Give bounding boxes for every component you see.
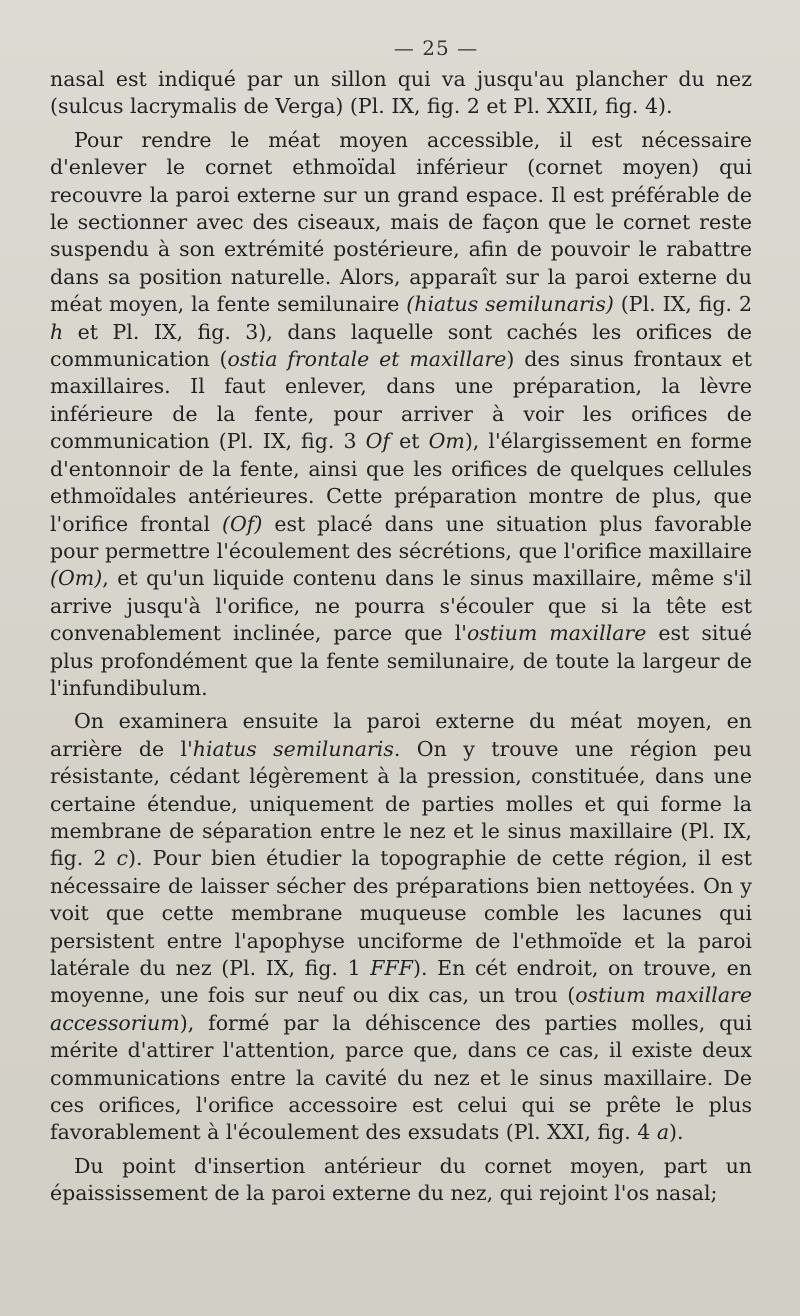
text-run: ). En cét endroit, on trouve, en moyenne, une fois sur neuf ou dix cas, un trou ( (50, 956, 752, 1008)
italic-term: ostium maxillare accessorium (50, 983, 752, 1035)
page-number: — 25 — (393, 36, 479, 60)
paragraph (50, 1153, 752, 1208)
text-run: (Pl. IX, fig. 2 (613, 292, 752, 317)
italic-term: ostia frontale et maxillare (227, 347, 507, 372)
text-run: et (390, 429, 429, 454)
paragraph (50, 708, 752, 1147)
paragraph (50, 127, 752, 703)
italic-term: hiatus semilunaris (192, 736, 394, 761)
text-run: ), l'élargissement en forme d'entonnoir de la fente, ainsi que les orifices de quelques cellules ethmoïdales antérieures. Cette préparation montre de plus, que l'orifice frontal (50, 429, 753, 536)
text-run: et Pl. IX, fig. 3), dans laquelle sont cachés les orifices de communication ( (50, 319, 752, 372)
text-run: ) des sinus frontaux et maxillaires. Il faut enlever, dans une préparation, la lèvre inférieure de la fente, pour arriver à voir les orifices de communication (Pl. IX, fig. 3 (50, 347, 752, 454)
italic-term: (hiatus semilunaris) (406, 292, 614, 317)
text-body (50, 66, 752, 1208)
italic-term: ostium maxillare (466, 621, 647, 646)
italic-term: FFF (370, 956, 413, 980)
text-run: ), formé par la déhiscence des parties molles, qui mérite d'attirer l'attention, parce que, dans ce cas, il existe deux communications entre la cavité du nez et le sinus maxillaire. De ces orifices, l'orifice accessoire est celui qui se prête le plus favorablement à l'écoulement des exsudats (Pl. XXI, fig. 4 (50, 1010, 752, 1145)
text-run: nasal est indiqué par un sillon qui va jusqu'au plancher du nez (sulcus lacrymalis de Verga) (Pl. IX, fig. 2 et Pl. XXII, fig. 4). (50, 67, 752, 119)
text-run: ). Pour bien étudier la topographie de cette région, il est nécessaire de laisser sécher des préparations bien nettoyées. On y voit que cette membrane muqueuse comble les lacunes qui persistent entre l'apophyse unciforme de l'ethmoïde et la paroi latérale du nez (Pl. IX, fig. 1 (50, 846, 752, 980)
text-run: , et qu'un liquide contenu dans le sinus maxillaire, même s'il arrive jusqu'à l'orifice, ne pourra s'écouler que si la tête est convenablement inclinée, parce que l' (50, 566, 752, 646)
text-run: . On y trouve une région peu résistante, cédant légèrement à la pression, constituée, dans une certaine étendue, uniquement de parties molles et qui forme la membrane de séparation entre le nez et le sinus maxillaire (Pl. IX, fig. 2 (50, 736, 753, 871)
text-run: ). (669, 1120, 684, 1145)
italic-term: h (50, 319, 64, 344)
paragraph (50, 66, 752, 121)
italic-term: (Of) (222, 511, 263, 536)
text-run: Pour rendre le méat moyen accessible, il est nécessaire d'enlever le cornet ethmoïdal inférieur (cornet moyen) qui recouvre la paroi externe sur un grand espace. Il est préférable de le sectionner avec des ciseaux, mais de façon que le cornet reste suspendu à son extrémité postérieure, afin de pouvoir le rabattre dans sa position naturelle. Alors, apparaît sur la paroi externe du méat moyen, la fente semilunaire (50, 127, 752, 317)
italic-term: a (656, 1120, 670, 1145)
italic-term: Of (365, 429, 390, 454)
text-run: est situé plus profondément que la fente semilunaire, de toute la largeur de l'infundibulum. (50, 621, 753, 700)
italic-term: (Om) (50, 566, 103, 591)
text-run: On examinera ensuite la paroi externe du méat moyen, en arrière de l' (50, 709, 752, 761)
text-run: Du point d'insertion antérieur du cornet moyen, part un épaississement de la paroi externe du nez, qui rejoint l'os nasal; (50, 1153, 752, 1206)
italic-term: Om (428, 429, 465, 454)
text-run: est placé dans une situation plus favorable pour permettre l'écoulement des sécrétions, que l'orifice maxillaire (50, 511, 752, 563)
italic-term: c (116, 846, 129, 871)
